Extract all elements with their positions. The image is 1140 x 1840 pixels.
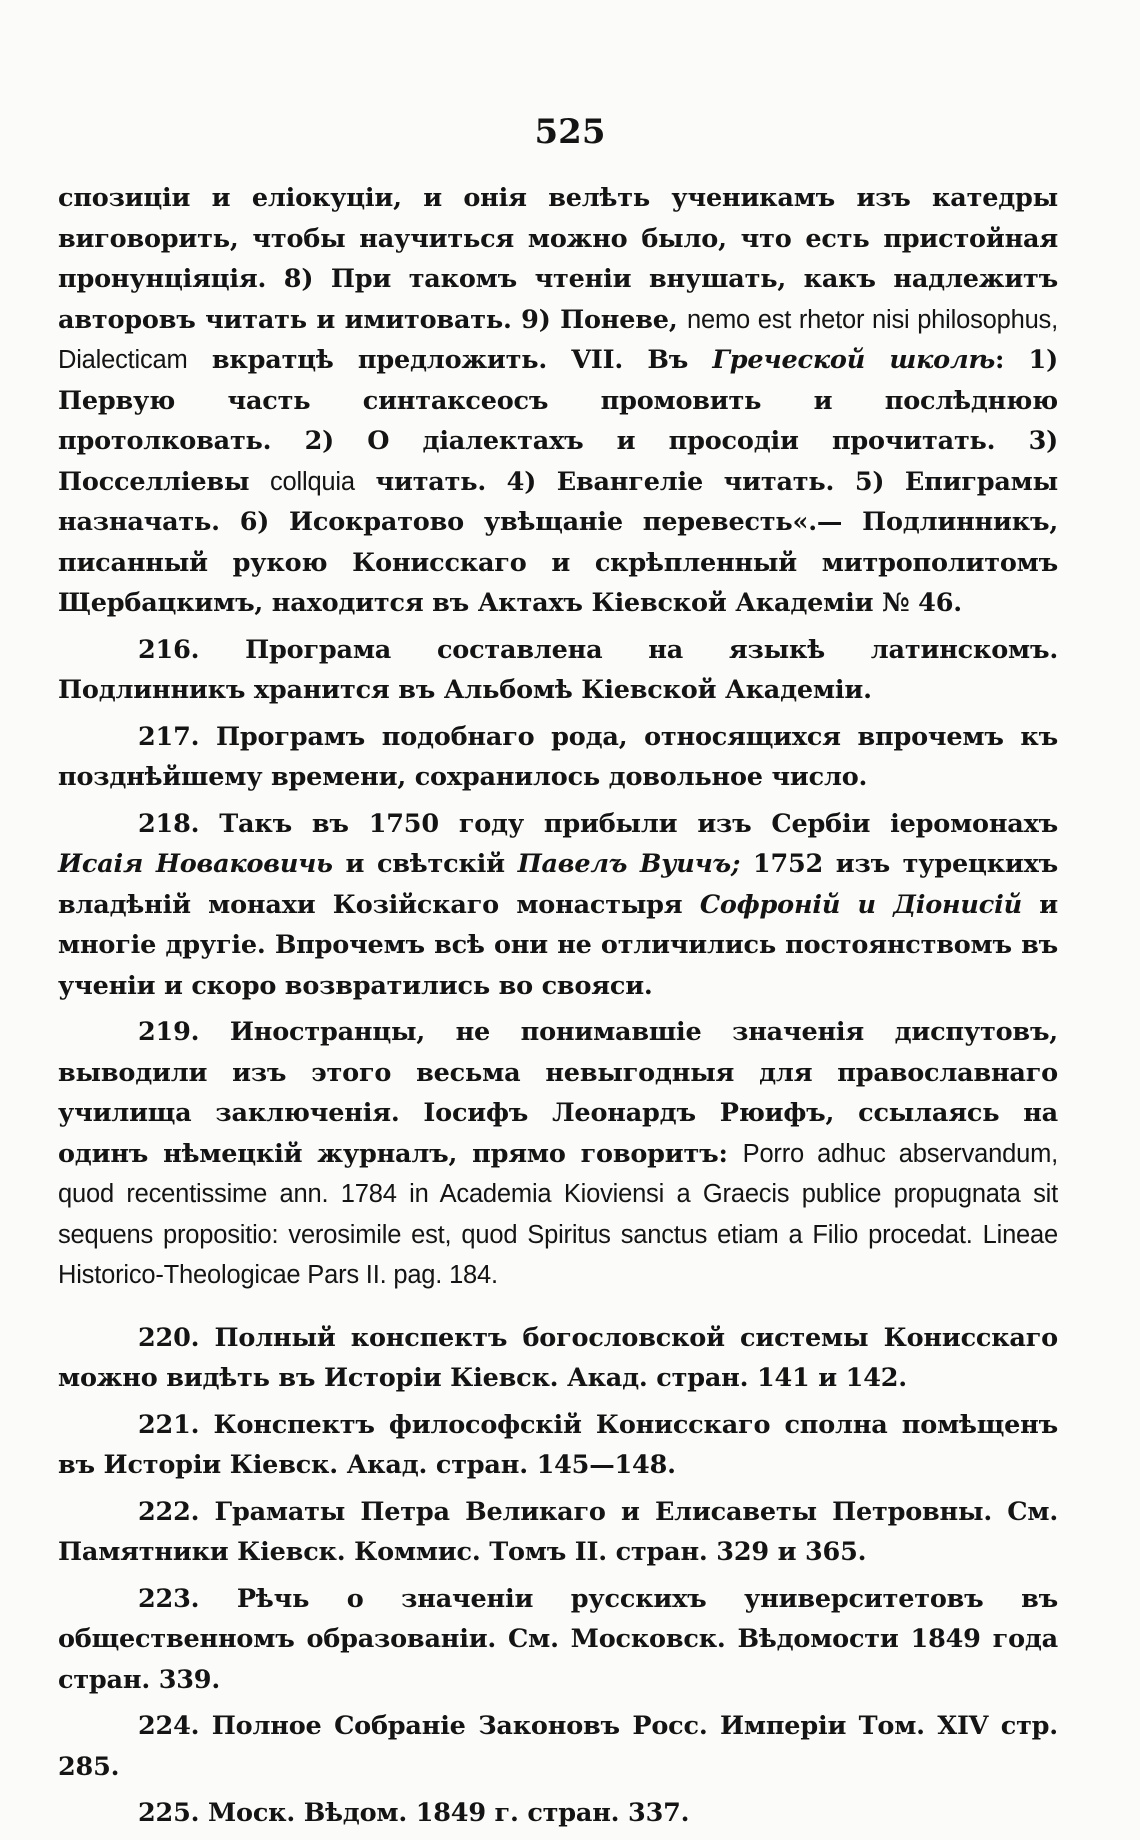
text-run: : 1) Первую часть синтаксеосъ промовить и послѣднюю протолковать. 2) О дiалектахъ и просодiи прочитать. 3) Посселлiевы xyxy=(58,345,1058,497)
paragraph-continuation xyxy=(58,178,1058,624)
text-run: вкратцѣ предложить. VII. Въ xyxy=(187,345,713,375)
footnote-222: 222. Граматы Петра Великаго и Елисаветы Петровны. См. Памятники Кiевск. Коммис. Томъ II. стран. 329 и 365. xyxy=(58,1496,1058,1567)
text-run: 1752 изъ турецкихъ владѣнiй монахи Козiйскаго монастыря xyxy=(58,849,1058,920)
text-run: 218. Такъ въ 1750 году прибыли изъ Сербiи iеромонахъ xyxy=(138,808,1058,839)
footnote-223: 223. Рѣчь о значенiи русскихъ университетовъ въ общественномъ образованiи. См. Московск. Вѣдомости 1849 года стран. 339. xyxy=(58,1583,1058,1695)
italic-phrase: Греческой школѣ xyxy=(712,345,996,375)
footnote-221: 221. Конспектъ философскiй Конисскаго сполна помѣщенъ въ Исторiи Кiевск. Акад. стран. 145—148. xyxy=(58,1409,1058,1480)
text-run: и многiе другiе. Впрочемъ всѣ они не отличились постоянствомъ въ ученiи и скоро возвратились во свояси. xyxy=(58,889,1058,1001)
latin-quote: Porro adhuc abservandum, quod recentissime ann. 1784 in Academia Kioviensi a Graecis publice propugnata sit sequens propositio: verosimile est, quod Spiritus sanctus etiam a Filio procedat. Lineae Historico-Theologicae Pars II. pag. 184. xyxy=(58,1139,1058,1289)
italic-name: Софронiй и Дiонисiй xyxy=(699,889,1022,920)
latin-phrase: nemo est rhetor nisi philosophus, Dialecticam xyxy=(58,305,1058,374)
footnote-225: 225. Моск. Вѣдом. 1849 г. стран. 337. xyxy=(138,1798,690,1828)
text-run: спозицiи и елiокуцiи, и онiя велѣть ученикамъ изъ катедры виговорить, чтобы научиться можно было, что есть пристойная пронунцiяцiя. 8) При такомъ чтенiи внушать, какъ надлежитъ авторовъ читать и имитовать. 9) Поневе, xyxy=(58,183,1058,335)
footnote-219 xyxy=(58,1012,1058,1296)
body-text xyxy=(58,178,1058,1834)
footnote-220: 220. Полный конспектъ богословской системы Кониcскаго можно видѣть въ Исторiи Кiевск. Акад. стран. 141 и 142. xyxy=(58,1322,1058,1393)
latin-phrase: collquia xyxy=(269,467,355,496)
text-run: и свѣтскiй xyxy=(332,849,518,879)
page-number: 525 xyxy=(534,112,606,152)
footnote-224: 224. Полное Собранiе Законовъ Росс. Имперiи Том. XIV стр. 285. xyxy=(58,1711,1058,1782)
text-run: читать. 4) Евангелiе читать. 5) Епиграмы назначать. 6) Исократово увѣщанiе перевесть«.— Подлинникъ, писанный рукою Кониcскаго и скрѣпленный митрополитомъ Щербацкимъ, находится въ Актахъ Кiевской Академiи № 46. xyxy=(58,466,1058,618)
text-run: 219. Иностранцы, не понимавшiе значенiя диспутовъ, выводили изъ этого весьма невыгодныя для православнаго училища заключенiя. Iосифъ Леонардъ Рюифъ, ссылаясь на одинъ нѣмецкiй журналъ, прямо говоритъ: xyxy=(58,1017,1058,1169)
footnote-217: 217. Програмъ подобнаго рода, относящихся впрочемъ къ позднѣйшему времени, сохранилось довольное число. xyxy=(58,721,1058,792)
footnote-216: 216. Програма составлена на языкѣ латинскомъ. Подлинникъ хранится въ Альбомѣ Кiевской Академiи. xyxy=(58,634,1058,705)
footnote-218 xyxy=(58,804,1058,1007)
italic-name: Исаiя Новаковичь xyxy=(58,849,333,879)
italic-name: Павелъ Вуичъ; xyxy=(517,849,741,879)
